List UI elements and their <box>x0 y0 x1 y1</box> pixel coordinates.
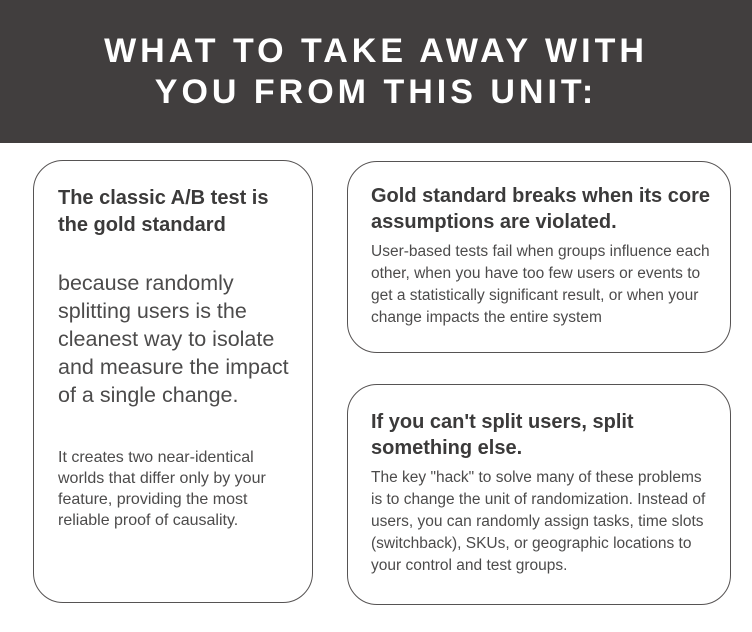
card-gold-standard-breaks-heading: Gold standard breaks when its core assumptions are violated. <box>371 185 710 233</box>
card-classic-ab-test-heading: The classic A/B test is the gold standard <box>58 187 269 236</box>
card-split-something-else-heading: If you can't split users, split something else. <box>371 411 634 459</box>
header-band <box>0 0 752 143</box>
card-split-something-else <box>347 384 731 605</box>
card-classic-ab-test-body: It creates two near-identical worlds that differ only by your feature, providing the most reliable proof of causality. <box>58 449 266 529</box>
card-gold-standard-breaks-body: User-based tests fail when groups influence each other, when you have too few users or events to get a statistically significant result, or when your change impacts the entire system <box>371 243 710 326</box>
header-title-line-2: YOU FROM THIS UNIT: <box>154 72 598 111</box>
card-gold-standard-breaks <box>347 161 731 353</box>
card-classic-ab-test <box>33 160 313 603</box>
card-classic-ab-test-lead: because randomly splitting users is the cleanest way to isolate and measure the impact of a single change. <box>58 271 289 407</box>
header-title-line-1: WHAT TO TAKE AWAY WITH <box>104 31 648 70</box>
card-split-something-else-body: The key "hack" to solve many of these problems is to change the unit of randomization. Instead of users, you can randomly assign tasks, time slots (switchback), SKUs, or geographic locations to your control and test groups. <box>371 469 706 574</box>
